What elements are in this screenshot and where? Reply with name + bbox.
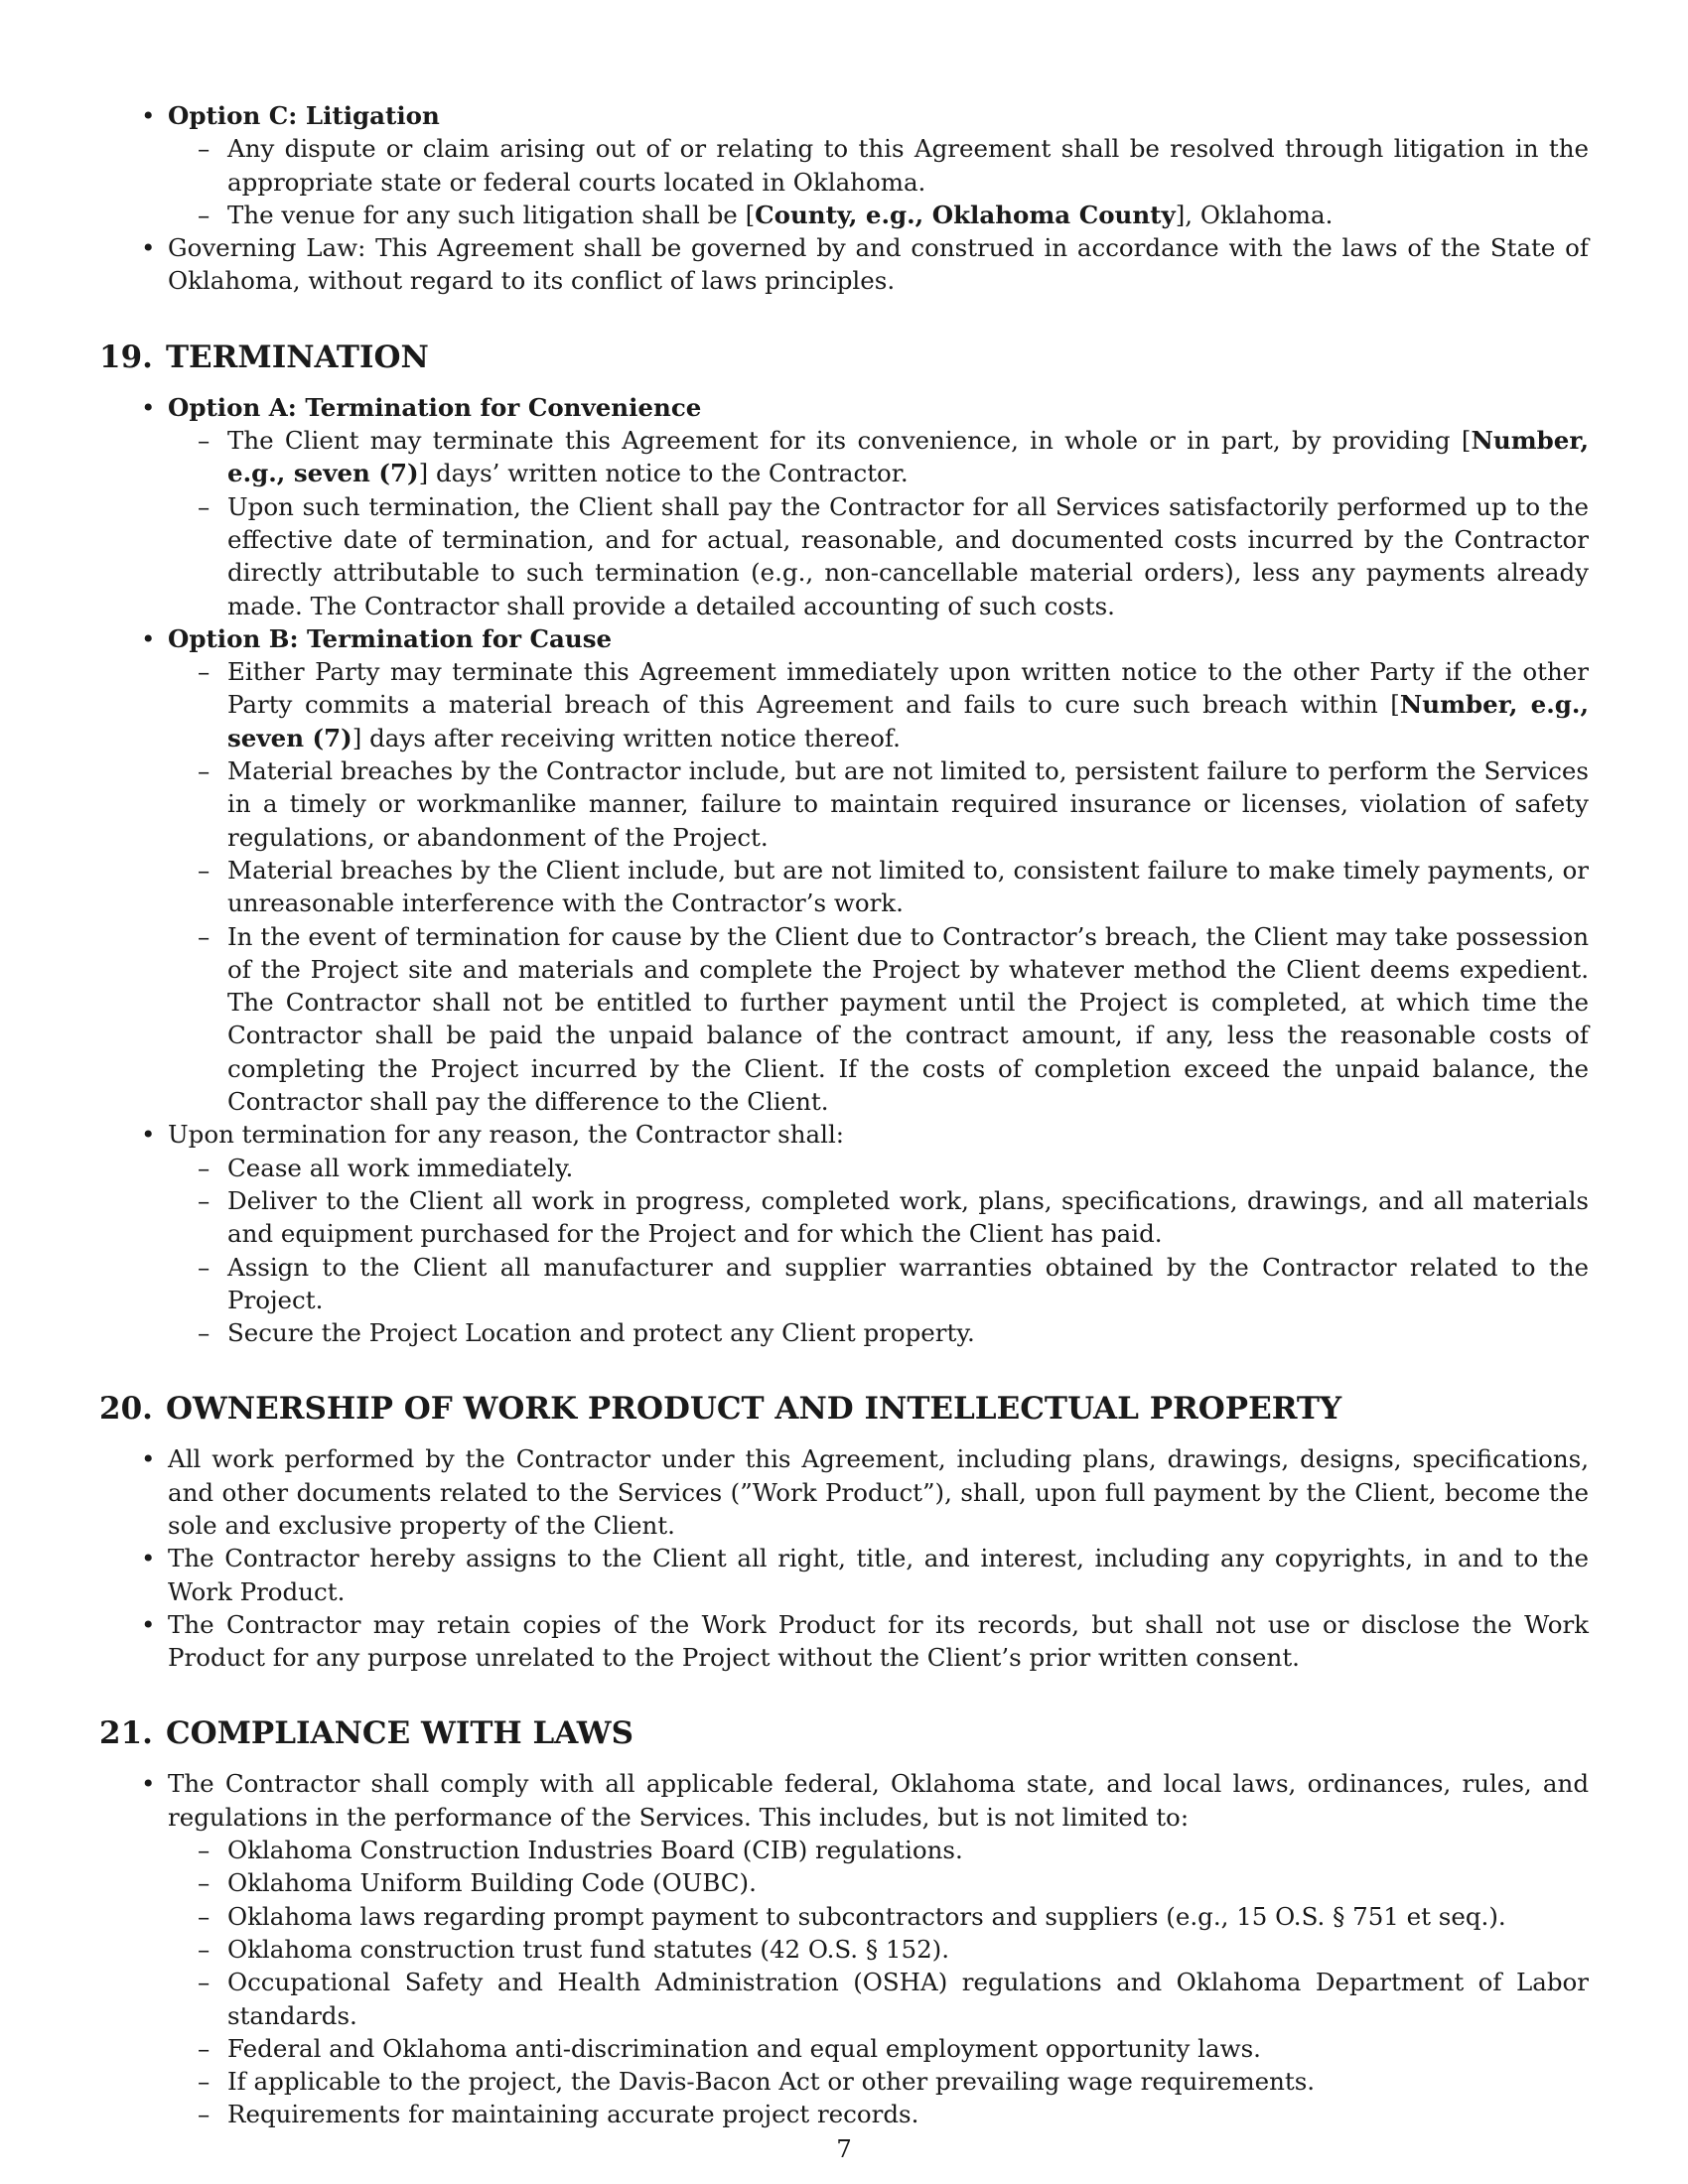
list-item: – Oklahoma Construction Industries Board (CIB) regulations. [227, 1834, 1589, 1866]
section-number: 20. [99, 1391, 153, 1428]
placeholder-text: Number, e.g., seven (7) [227, 426, 1589, 488]
text-run: ] days’ written notice to the Contractor. [418, 459, 909, 488]
list-item [227, 199, 1589, 231]
list-item [227, 424, 1589, 490]
option-c-sublist [168, 132, 1589, 231]
list-item: – Material breaches by the Client include, but are not limited to, consistent failure to make timely payments, or unreasonable interference with the Contractor’s work. [227, 854, 1589, 920]
list-item: • All work performed by the Contractor under this Agreement, including plans, drawings, designs, specifications, and other documents related to the Services (”Work Product”), shall, upon full payment by the Client, become the sole and exclusive property of the Client. [168, 1442, 1589, 1542]
list-item: – Cease all work immediately. [227, 1152, 1589, 1184]
list-item: – Any dispute or claim arising out of or relating to this Agreement shall be resolved through litigation in the appropriate state or federal courts located in Oklahoma. [227, 132, 1589, 199]
list-item: – In the event of termination for cause by the Client due to Contractor’s breach, the Client may take possession of the Project site and materials and complete the Project by whatever method the Client deems expedient. The Contractor shall not be entitled to further payment until the Project is completed, at which time the Contractor shall be paid the unpaid balance of the contract amount, if any, less the reasonable costs of completing the Project incurred by the Client. If the costs of completion exceed the unpaid balance, the Contractor shall pay the difference to the Client. [227, 920, 1589, 1119]
text-run: The venue for any such litigation shall be [ [227, 200, 756, 229]
list-item: – Requirements for maintaining accurate project records. [227, 2098, 1589, 2130]
option-a-title: Option A: Termination for Convenience [168, 392, 702, 422]
option-a-item [168, 391, 1589, 622]
dispute-resolution-list [99, 99, 1589, 298]
section-heading-19 [99, 338, 1589, 377]
list-item: – Deliver to the Client all work in progress, completed work, plans, specifications, drawings, and all materials and equipment purchased for the Project and for which the Client has paid. [227, 1184, 1589, 1251]
upon-termination-sublist [168, 1152, 1589, 1350]
text-run: ] days after receiving written notice thereof. [352, 723, 901, 752]
placeholder-text: County, e.g., Oklahoma County [755, 200, 1176, 229]
option-c-item [168, 99, 1589, 231]
compliance-sublist [168, 1834, 1589, 2131]
option-b-sublist [168, 655, 1589, 1118]
text-run: Either Party may terminate this Agreement immediately upon written notice to the other Party if the other Party commits a material breach of this Agreement and fails to cure such breach within [ [227, 657, 1589, 720]
section-heading-20 [99, 1389, 1589, 1429]
list-item: – Upon such termination, the Client shall pay the Contractor for all Services satisfactorily performed up to the effective date of termination, and for actual, reasonable, and documented costs incurred by the Contractor directly attributable to such termination (e.g., non-cancellable material orders), less any payments already made. The Contractor shall provide a detailed accounting of such costs. [227, 490, 1589, 622]
compliance-item [168, 1767, 1589, 2130]
list-item: – Assign to the Client all manufacturer and supplier warranties obtained by the Contractor related to the Project. [227, 1251, 1589, 1317]
list-item: – Secure the Project Location and protect any Client property. [227, 1316, 1589, 1349]
list-item: – Oklahoma Uniform Building Code (OUBC). [227, 1866, 1589, 1899]
placeholder-text: Number, e.g., seven (7) [227, 690, 1589, 752]
option-b-item [168, 622, 1589, 1118]
section-heading-21 [99, 1713, 1589, 1753]
list-item: – If applicable to the project, the Davis-Bacon Act or other prevailing wage requirements. [227, 2065, 1589, 2098]
compliance-lead: The Contractor shall comply with all applicable federal, Oklahoma state, and local laws, ordinances, rules, and regulations in the performance of the Services. This includes, but is not limited to: [168, 1769, 1589, 1832]
upon-termination-lead: Upon termination for any reason, the Contractor shall: [168, 1120, 845, 1150]
list-item [227, 655, 1589, 754]
section-title: TERMINATION [165, 339, 429, 375]
text-run: ], Oklahoma. [1175, 200, 1334, 229]
upon-termination-item [168, 1118, 1589, 1349]
option-b-title: Option B: Termination for Cause [168, 623, 613, 653]
ownership-list [99, 1442, 1589, 1674]
section-title: OWNERSHIP OF WORK PRODUCT AND INTELLECTUAL PROPERTY [165, 1391, 1342, 1428]
list-item: • The Contractor may retain copies of the Work Product for its records, but shall not use or disclose the Work Product for any purpose unrelated to the Project without the Client’s prior written consent. [168, 1608, 1589, 1675]
governing-law-item: • Governing Law: This Agreement shall be governed by and construed in accordance with the laws of the State of Oklahoma, without regard to its conflict of laws principles. [168, 231, 1589, 298]
section-title: COMPLIANCE WITH LAWS [165, 1715, 633, 1752]
list-item: – Oklahoma construction trust fund statutes (42 O.S. § 152). [227, 1933, 1589, 1966]
option-a-sublist [168, 424, 1589, 622]
section-number: 21. [99, 1715, 153, 1752]
option-c-title: Option C: Litigation [168, 101, 440, 130]
list-item: – Occupational Safety and Health Administration (OSHA) regulations and Oklahoma Department of Labor standards. [227, 1966, 1589, 2032]
compliance-list [99, 1767, 1589, 2130]
list-item: • The Contractor hereby assigns to the Client all right, title, and interest, including any copyrights, in and to the Work Product. [168, 1542, 1589, 1608]
text-run: The Client may terminate this Agreement for its convenience, in whole or in part, by providing [ [227, 426, 1472, 456]
list-item: – Oklahoma laws regarding prompt payment to subcontractors and suppliers (e.g., 15 O.S. § 751 et seq.). [227, 1900, 1589, 1933]
list-item: – Material breaches by the Contractor include, but are not limited to, persistent failure to perform the Services in a timely or workmanlike manner, failure to maintain required insurance or licenses, violation of safety regulations, or abandonment of the Project. [227, 754, 1589, 854]
page-number: 7 [836, 2134, 852, 2163]
page-content [99, 99, 1589, 2131]
section-number: 19. [99, 339, 153, 375]
list-item: – Federal and Oklahoma anti-discrimination and equal employment opportunity laws. [227, 2032, 1589, 2065]
termination-list [99, 391, 1589, 1350]
